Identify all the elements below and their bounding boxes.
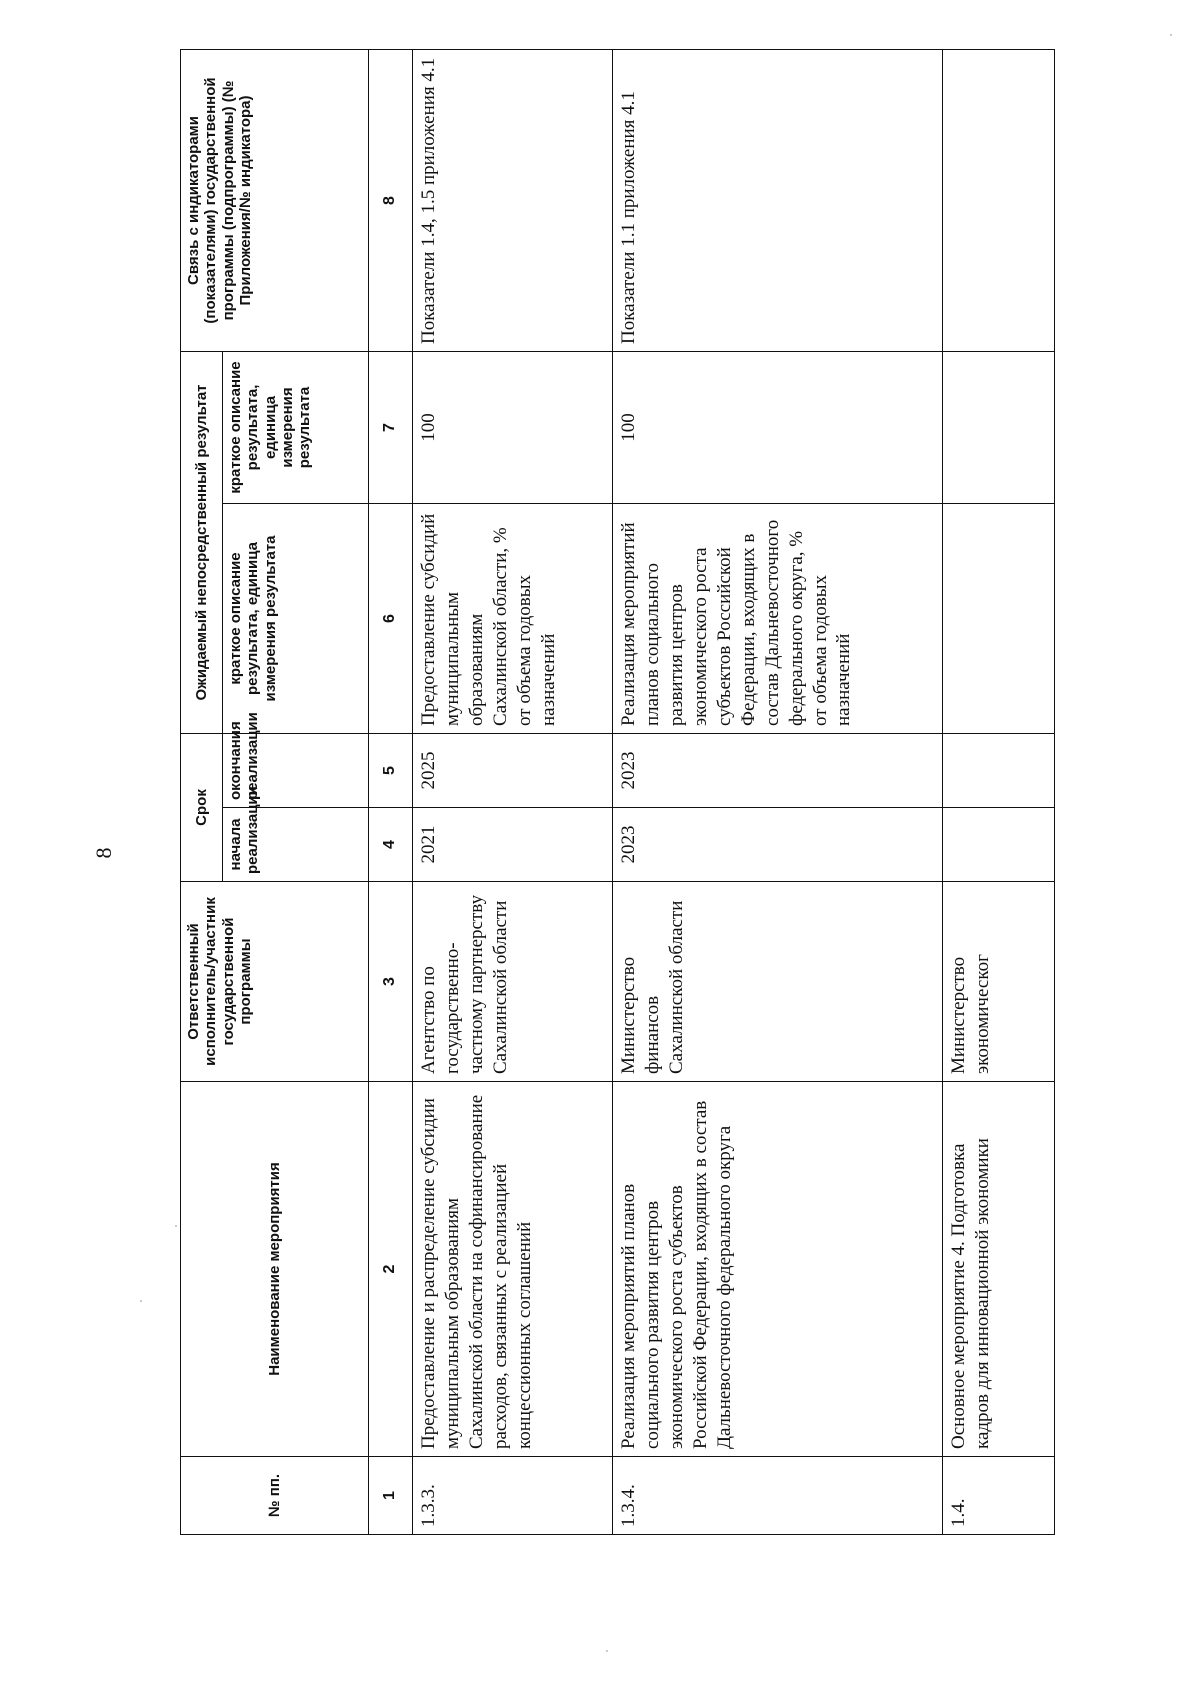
colnum-5: 5 xyxy=(369,733,413,807)
table-row xyxy=(613,49,943,1534)
cell-end: 2025 xyxy=(413,733,613,807)
colnum-8: 8 xyxy=(369,49,413,351)
table-row xyxy=(413,49,613,1534)
header-result-desc: краткое описание результата, единица измерения результата xyxy=(223,503,369,733)
cell-executor: Министерство экономическог xyxy=(943,882,1055,1082)
cell-link xyxy=(943,49,1055,351)
header-num: № пп. xyxy=(181,1457,369,1535)
cell-executor: Министерство финансов Сахалинской области xyxy=(613,882,943,1082)
header-name: Наименование мероприятия xyxy=(181,1082,369,1457)
cell-executor: Агентство по государственно-частному партнерству Сахалинской области xyxy=(413,882,613,1082)
scan-speck xyxy=(140,1300,142,1302)
colnum-3: 3 xyxy=(369,882,413,1082)
activities-table xyxy=(180,49,1055,1535)
colnum-1: 1 xyxy=(369,1457,413,1535)
cell-start: 2023 xyxy=(613,808,943,882)
cell-num: 1.3.3. xyxy=(413,1457,613,1535)
cell-start: 2021 xyxy=(413,808,613,882)
cell-num: 1.3.4. xyxy=(613,1457,943,1535)
header-link: Связь с индикаторами (показателями) государственной программы (подпрограммы) (№ Приложения/№ индикатора) xyxy=(181,49,369,351)
cell-num: 1.4. xyxy=(943,1457,1055,1535)
cell-result-desc: Реализация мероприятий планов социального развития центров экономического роста субъектов Российской Федерации, входящих в состав Дальневосточного федерального округа, % от объема годовых назначений xyxy=(613,503,943,733)
colnum-7: 7 xyxy=(369,351,413,503)
header-end: окончания реализации xyxy=(223,733,369,807)
cell-result-value: 100 xyxy=(613,351,943,503)
header-executor: Ответственный исполнитель/участник государственной программы xyxy=(181,882,369,1082)
cell-name: Реализация мероприятий планов социального развития центров экономического роста субъектов Российской Федерации, входящих в состав Дальневосточного федерального округа xyxy=(613,1082,943,1457)
cell-end xyxy=(943,733,1055,807)
column-numbers-row xyxy=(369,49,413,1534)
cell-link: Показатели 1.1 приложения 4.1 xyxy=(613,49,943,351)
cell-name: Предоставление и распределение субсидии муниципальным образованиям Сахалинской области на софинансирование расходов, связанных с реализацией концессионных соглашений xyxy=(413,1082,613,1457)
header-row-1 xyxy=(181,49,223,1534)
cell-start xyxy=(943,808,1055,882)
colnum-4: 4 xyxy=(369,808,413,882)
header-start: начала реализации xyxy=(223,808,369,882)
cell-result-desc xyxy=(943,503,1055,733)
scan-speck xyxy=(606,1650,608,1652)
header-result-value: краткое описание результата, единица измерения результата xyxy=(223,351,369,503)
rotated-table-wrapper xyxy=(180,50,1055,1535)
table-row xyxy=(943,49,1055,1534)
header-result: Ожидаемый непосредственный результат xyxy=(181,351,223,733)
header-term: Срок xyxy=(181,733,223,881)
cell-result-value: 100 xyxy=(413,351,613,503)
cell-result-desc: Предоставление субсидий муниципальным образованиям Сахалинской области, % от объема годовых назначений xyxy=(413,503,613,733)
cell-result-value xyxy=(943,351,1055,503)
colnum-6: 6 xyxy=(369,503,413,733)
cell-link: Показатели 1.4, 1.5 приложения 4.1 xyxy=(413,49,613,351)
cell-end: 2023 xyxy=(613,733,943,807)
cell-name: Основное мероприятие 4. Подготовка кадров для инновационной экономики xyxy=(943,1082,1055,1457)
colnum-2: 2 xyxy=(369,1082,413,1457)
scan-speck xyxy=(1170,34,1172,36)
scan-speck xyxy=(175,1225,177,1227)
page-number: 8 xyxy=(91,847,116,859)
